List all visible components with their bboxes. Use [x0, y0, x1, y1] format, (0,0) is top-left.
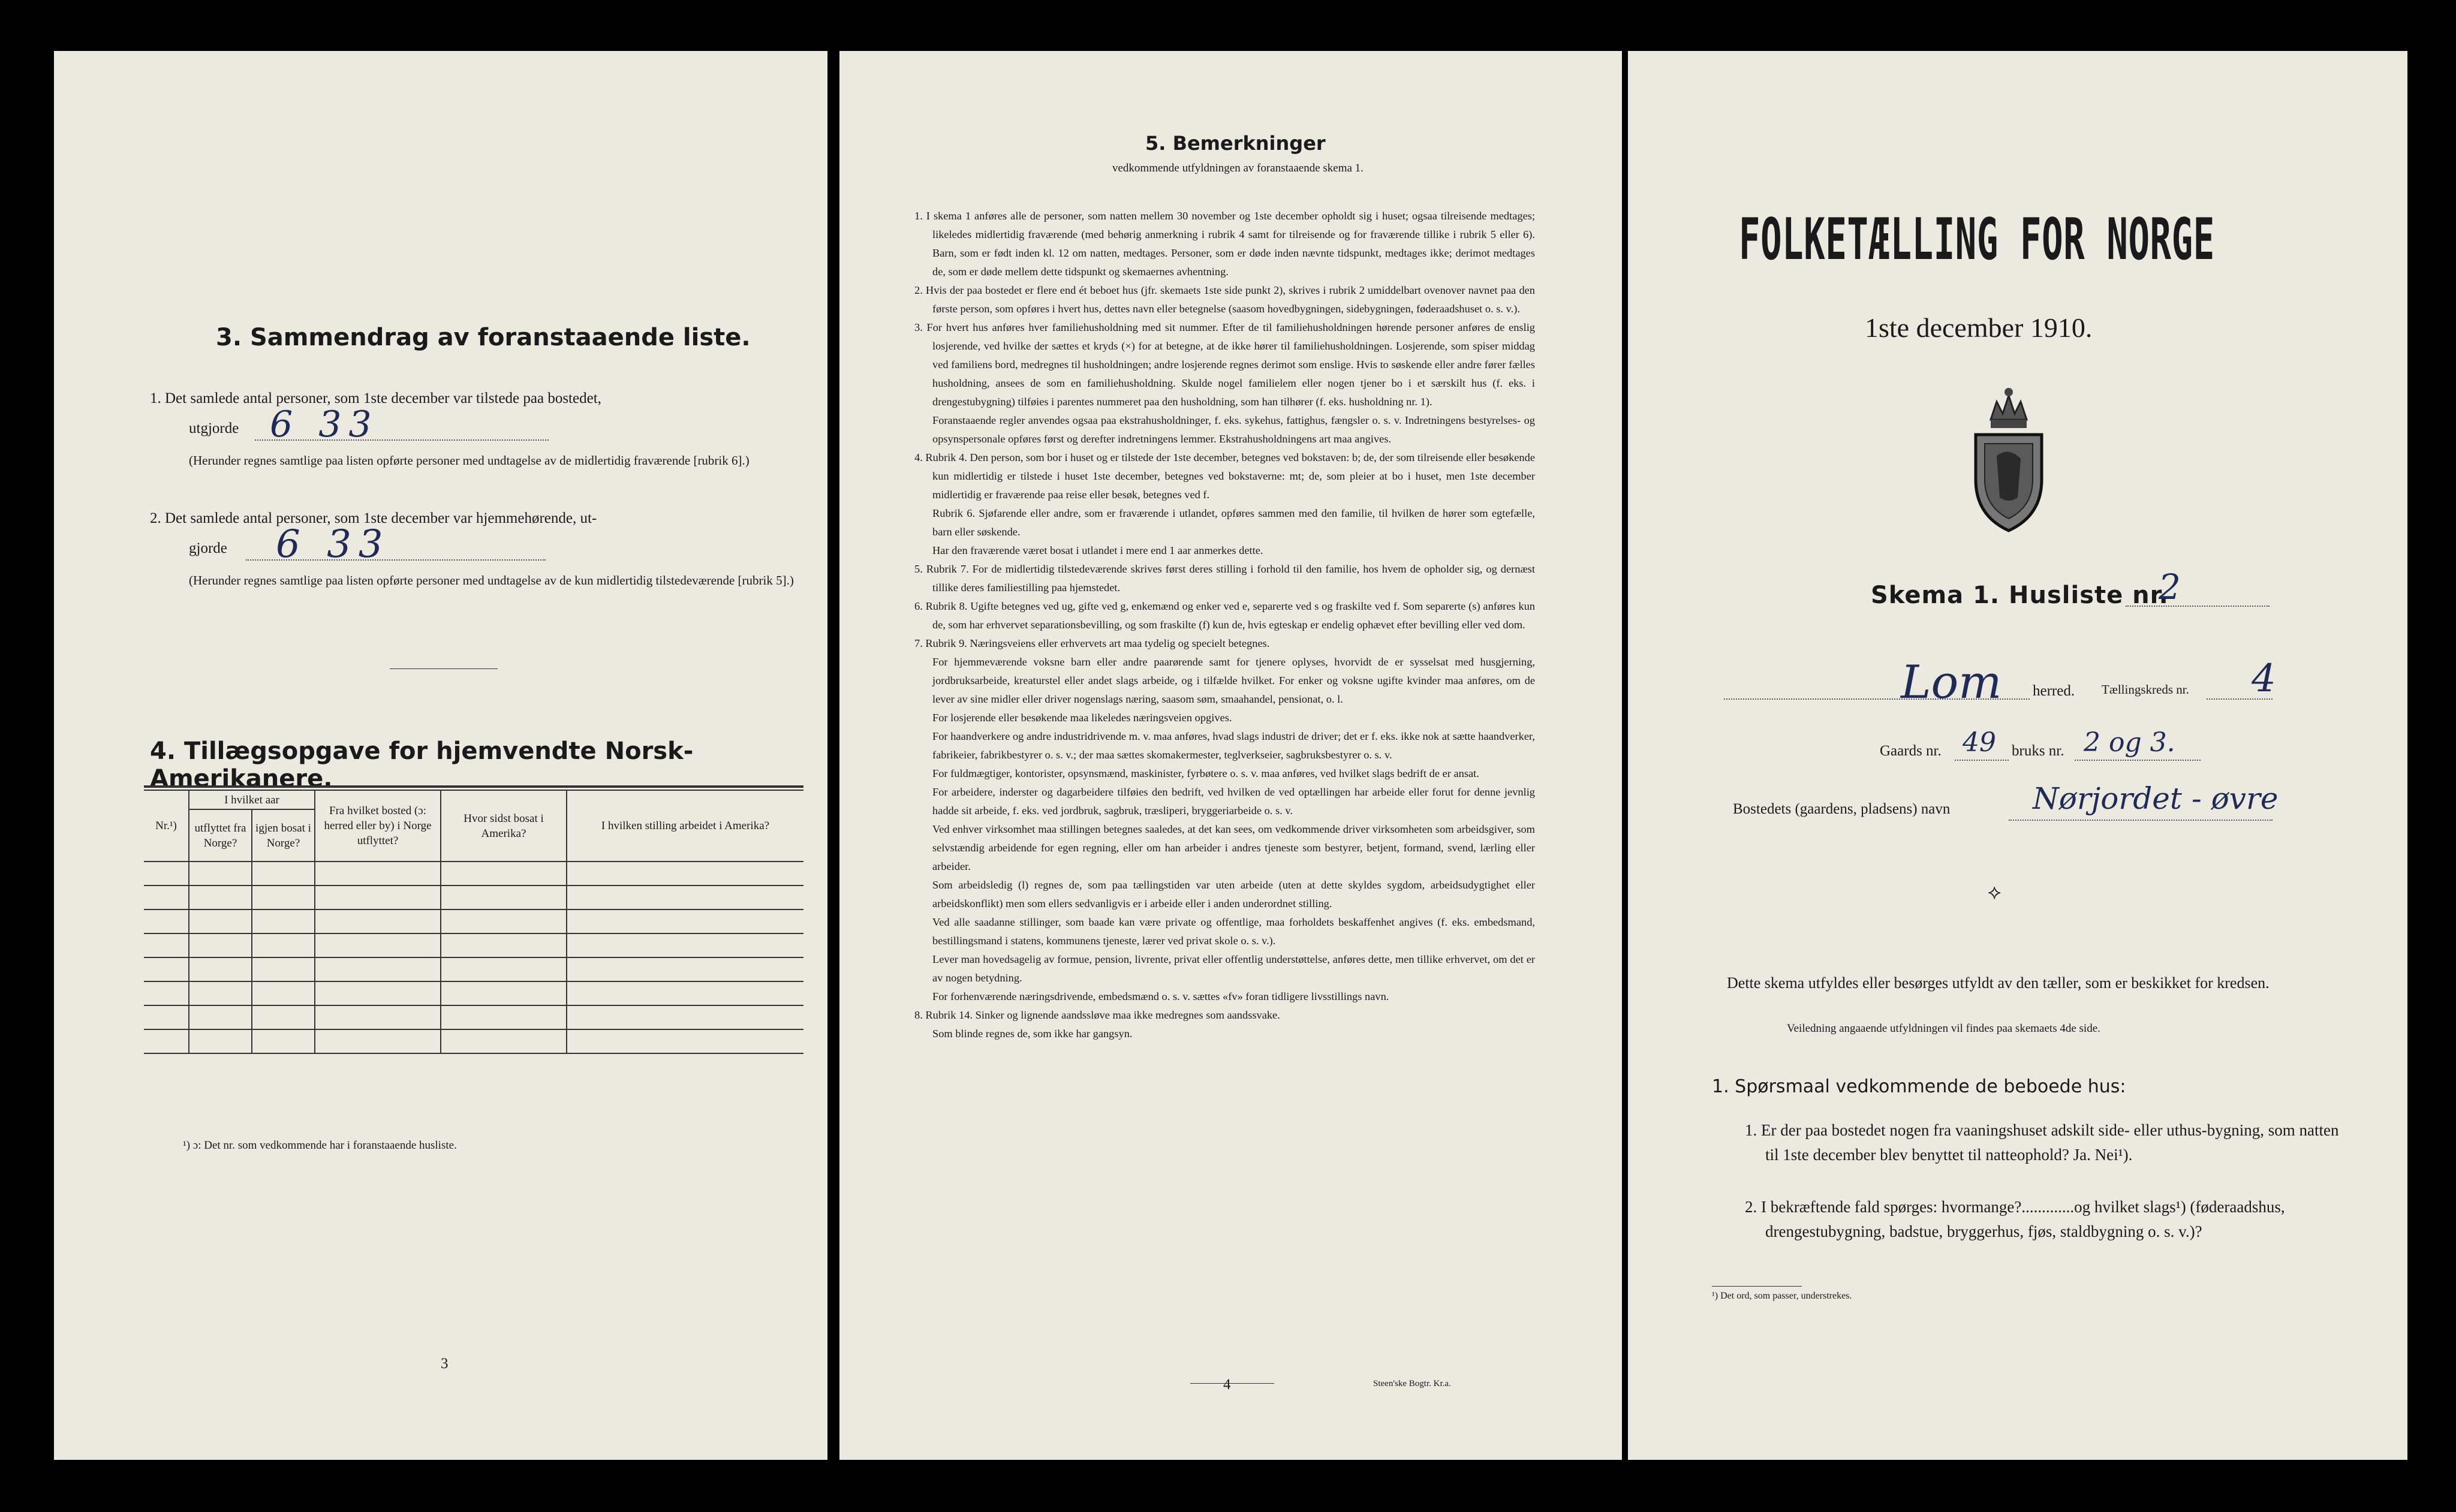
th-returned: igjen bosat i Norge? — [252, 809, 315, 862]
remark-7h: Som arbeidsledig (l) regnes de, som paa tællingstiden var uten arbeide (uten at dette skyldes sygdom, arbeidsudygtighet eller arbeidskonflikt) men som ellers sedvanligvis er i arbeide eller i anden underordnet stilling. — [932, 879, 1535, 909]
remark-7j: Lever man hovedsagelig av formue, pension, livrente, privat eller offentlig understøttelse, anføres dette, men tillike erhvervet, om det er av nogen betydning. — [932, 953, 1535, 984]
remark-7k: For forhenværende næringsdrivende, embedsmænd o. s. v. sættes «fv» foran tidligere livsstillings navn. — [932, 990, 1389, 1002]
remarks-end-rule — [1190, 1383, 1274, 1384]
printer-mark: Steen'ske Bogtr. Kr.a. — [1373, 1379, 1451, 1388]
page-middle — [839, 51, 1622, 1460]
table-row — [144, 1005, 803, 1029]
remark-7g: Ved enhver virksomhet maa stillingen betegnes saaledes, at det kan sees, om vedkommende driver virksomheten som arbeidsgiver, som selvstændig arbeidende for egen regning, eller om han arbeider i andres tjeneste som bestyrer, betjent, formand, svend, lærling eller arbeider. — [932, 823, 1535, 872]
remark-7d: For haandverkere og andre industridrivende m. v. maa anføres, hvad slags industri de driver; det er f. eks. ikke nok at sætte haandverker, fabrikeier, fabrikbestyrer o. s. v.; der maa sættes skomakermester, teglverkseier, sagbruksbestyrer o. s. v. — [932, 730, 1535, 761]
remark-4c: Har den fraværende været bosat i utlandet i mere end 1 aar anmerkes dette. — [932, 544, 1263, 556]
item2-handwritten-value: 6 33 — [276, 522, 390, 567]
remark-6: 6. Rubrik 8. Ugifte betegnes ved ug, gifte ved g, enkemænd og enker ved e, separerte ved s og fraskilte ved f. Som separerte (s) anføres kun de, som har erhvervet separationsbevilling, og som fraskilte (f) kun de, hvis egteskap er endelig ophævet efter bevilling eller ved dom. — [914, 600, 1535, 631]
page-right — [1628, 51, 2407, 1460]
th-year-group: I hvilket aar — [189, 790, 315, 809]
remark-3b: Foranstaaende regler anvendes ogsaa paa ekstrahusholdninger, f. eks. sykehus, fattighus, fængsler o. s. v. Indretningens bestyrelses- og opsynspersonale opføres først og derefter indretningens lemmer. Ekstrahusholdningens art maa angives. — [932, 414, 1535, 445]
section3-item2: 2. Det samlede antal personer, som 1ste december var hjemmehørende, ut- — [150, 510, 597, 526]
gaards-handwritten: 49 — [1963, 727, 1996, 758]
question-heading: 1. Spørsmaal vedkommende de beboede hus: — [1712, 1076, 2126, 1097]
bosted-label: Bostedets (gaardens, pladsens) navn — [1733, 801, 1951, 817]
norsk-amerikanere-table — [144, 790, 803, 1054]
th-occupation: I hvilken stilling arbeidet i Amerika? — [567, 790, 803, 862]
section3-item1: 1. Det samlede antal personer, som 1ste december var tilstede paa bostedet, — [150, 390, 601, 406]
remarks-title: 5. Bemerkninger — [1145, 132, 1326, 155]
divider — [390, 668, 498, 669]
remark-7e: For fuldmægtiger, kontorister, opsynsmænd, maskinister, fyrbøtere o. s. v. maa anføres, ved hvilket slags bedrift de er ansat. — [932, 767, 1479, 779]
footnote: ¹) Det ord, som passer, understrekes. — [1712, 1291, 1852, 1301]
table-row — [144, 933, 803, 957]
question-2: 2. I bekræftende fald spørges: hvormange?.............og hvilket slags¹) (føderaadshus, drengestubygning, badstue, bryggerhus, fjøs, staldbygning o. s. v.)? — [1745, 1198, 2285, 1240]
table-row — [144, 885, 803, 909]
table-row — [144, 909, 803, 933]
remark-7f: For arbeidere, inderster og dagarbeidere tilføies den bedrift, ved hvilken de ved optællingen har arbeide eller forut for denne jevnlig hadde sit arbeide, f. eks. ved jordbruk, sagbruk, træsliperi, bryggeriarbeide o. s. v. — [932, 786, 1535, 817]
section4-footnote: ¹) ɔ: Det nr. som vedkommende har i foranstaaende husliste. — [183, 1139, 457, 1152]
herred-label: herred. — [2033, 683, 2075, 699]
remark-4: 4. Rubrik 4. Den person, som bor i huset og er tilstede der 1ste december, betegnes ved bokstaven: b; de, der som tilreisende eller besøkende kun midlertidig er tilstede i huset 1ste december, betegnes ved bokstaverne: mt; de, som pleier at bo i huset, men 1ste december midlertidig er fraværende paa reise eller besøk, betegnes ved f. — [914, 451, 1535, 501]
section3-item1-lead: utgjorde — [189, 420, 239, 436]
item1-note: (Herunder regnes samtlige paa listen opførte personer med undtagelse av de midlertidig fraværende [rubrik 6].) — [189, 453, 750, 468]
gaards-label: Gaards nr. — [1880, 743, 1942, 759]
herred-handwritten: Lom — [1901, 655, 2002, 709]
table-row — [144, 862, 803, 885]
gaards-dotline — [1955, 760, 2009, 761]
bruks-label: bruks nr. — [2012, 743, 2064, 759]
bosted-dotline — [2009, 820, 2273, 821]
remark-8: 8. Rubrik 14. Sinker og lignende aandssløve maa ikke medregnes som aandssvake. — [914, 1009, 1280, 1021]
krets-label: Tællingskreds nr. — [2102, 682, 2189, 697]
section3-item2-lead: gjorde — [189, 540, 227, 556]
bosted-handwritten: Nørjordet - øvre — [2033, 781, 2279, 816]
remark-4b: Rubrik 6. Sjøfarende eller andre, som er fraværende i utlandet, opføres sammen med den familie, til hvilken de hører som egtefælle, barn eller søskende. — [932, 507, 1535, 538]
remark-8b: Som blinde regnes de, som ikke har gangsyn. — [932, 1028, 1133, 1040]
remark-3: 3. For hvert hus anføres hver familiehusholdning med sit nummer. Efter de til familiehusholdningen hørende personer anføres de enslig losjerende, ved hvilke der sættes et kryds (×) for at betegne, at de ikke hører til familiehusholdningen. Losjerende, som spiser middag ved familiens bord, medregnes til husholdningen; andre losjerende regnes derimot som enslige. Hvis to søskende eller andre fører fælles husholdning, ansees de som en familiehusholdning. Skulde nogel familielem eller nogen tjener bo i et særskilt hus (f. eks. i drengestubygning) tilføies i parentes nummeret paa den husholdning, som han tilhører (f. eks. husholdning nr. 1). — [914, 321, 1535, 408]
section3-title: 3. Sammendrag av foranstaaende liste. — [216, 324, 751, 351]
guidance-text: Veiledning angaaende utfyldningen vil findes paa skemaets 4de side. — [1787, 1022, 2100, 1035]
remark-2: 2. Hvis der paa bostedet er flere end ét beboet hus (jfr. skemaets 1ste side punkt 2), skrives i rubrik 2 umiddelbart ovenover navnet paa den første person, som opføres i hvert hus, dettes navn eller betegnelse (saasom hovedbygningen, sidebygningen, føderaadshuset o. s. v.). — [914, 284, 1535, 315]
remarks-subtitle: vedkommende utfyldningen av foranstaaende skema 1. — [1112, 162, 1364, 174]
bruks-handwritten: 2 og 3. — [2084, 727, 2175, 758]
page-left — [54, 51, 827, 1460]
instruction-text: Dette skema utfyldes eller besørges utfyldt av den tæller, som er beskikket for kredsen. — [1727, 974, 2270, 992]
census-title: FOLKETÆLLING FOR NORGE — [1739, 207, 2215, 273]
remark-7i: Ved alle saadanne stillinger, som baade kan være private og offentlige, maa forholdets beskaffenhet angives (f. eks. embedsmand, bestillingsmand i statens, kommunens tjeneste, lærer ved privat skole o. s. v.). — [932, 916, 1535, 947]
remark-7: 7. Rubrik 9. Næringsveiens eller erhvervets art maa tydelig og specielt betegnes. — [914, 637, 1270, 649]
th-last-lived: Hvor sidst bosat i Amerika? — [441, 790, 567, 862]
husliste-dotline — [2126, 606, 2270, 607]
remark-7c: For losjerende eller besøkende maa likeledes næringsveien opgives. — [932, 712, 1232, 724]
remark-5: 5. Rubrik 7. For de midlertidig tilstedeværende skrives først deres stilling i forhold til den familie, hos hvem de opholder sig, og dernæst tillike deres familiestilling paa hjemstedet. — [914, 563, 1535, 594]
remark-7b: For hjemmeværende voksne barn eller andre paarørende samt for tjenere oplyses, hvorvidt de er sysselsat med husgjerning, jordbruksarbeide, kreaturstel eller andet slags arbeide, og i tilfælde hvilket. For enker og voksne ugifte kvinder maa anføres, om de lever av sine midler eller driver nogenslags næring, saasom søm, smaahandel, pensionat, o. l. — [932, 656, 1535, 705]
item1-handwritten-value: 6 33 — [270, 403, 379, 445]
th-emigrated: utflyttet fra Norge? — [189, 809, 252, 862]
schema-label: Skema 1. Husliste nr. — [1871, 582, 2169, 609]
table-row — [144, 957, 803, 981]
section4-title: 4. Tillægsopgave for hjemvendte Norsk-Amerikanere. — [150, 737, 694, 793]
footnote-rule — [1712, 1286, 1802, 1287]
table-top-rule — [144, 785, 803, 788]
husliste-nr-handwritten: 2 — [2159, 567, 2181, 607]
page-number-4: 4 — [1223, 1377, 1231, 1393]
page-number-3: 3 — [441, 1356, 449, 1372]
remark-1: 1. I skema 1 anføres alle de personer, som natten mellem 30 november og 1ste december opholdt sig i huset; ogsaa tilreisende medtages; likeledes midlertidig fraværende (med behørig anmerkning i rubrik 4 samt for tilreisende og for fraværende tillike i rubrik 5 eller 6). Barn, som er født inden kl. 12 om natten, medtages. Personer, som er døde inden nævnte tidspunkt, medtages ikke; derimot medtages de, som er døde mellem dette tidspunkt og skemaernes avhentning. — [914, 210, 1535, 278]
bruks-dotline — [2075, 760, 2201, 761]
th-nr: Nr.¹) — [144, 790, 189, 862]
census-date: 1ste december 1910. — [1865, 312, 2093, 343]
item2-note: (Herunder regnes samtlige paa listen opførte personer med undtagelse av de kun midlertidig tilstedeværende [rubrik 5].) — [189, 573, 794, 588]
table-row — [144, 1029, 803, 1053]
question-1: 1. Er der paa bostedet nogen fra vaaningshuset adskilt side- eller uthus-bygning, som natten til 1ste december blev benyttet til natteophold? Ja. Nei¹). — [1745, 1121, 2339, 1164]
remarks-body — [914, 207, 1535, 1043]
th-from-where: Fra hvilket bosted (ɔ: herred eller by) i Norge utflyttet? — [315, 790, 441, 862]
norwegian-coat-of-arms-icon — [1964, 384, 2054, 534]
table-row — [144, 981, 803, 1005]
ornament-icon: ⟡ — [1988, 881, 2001, 903]
krets-handwritten: 4 — [2252, 656, 2276, 701]
